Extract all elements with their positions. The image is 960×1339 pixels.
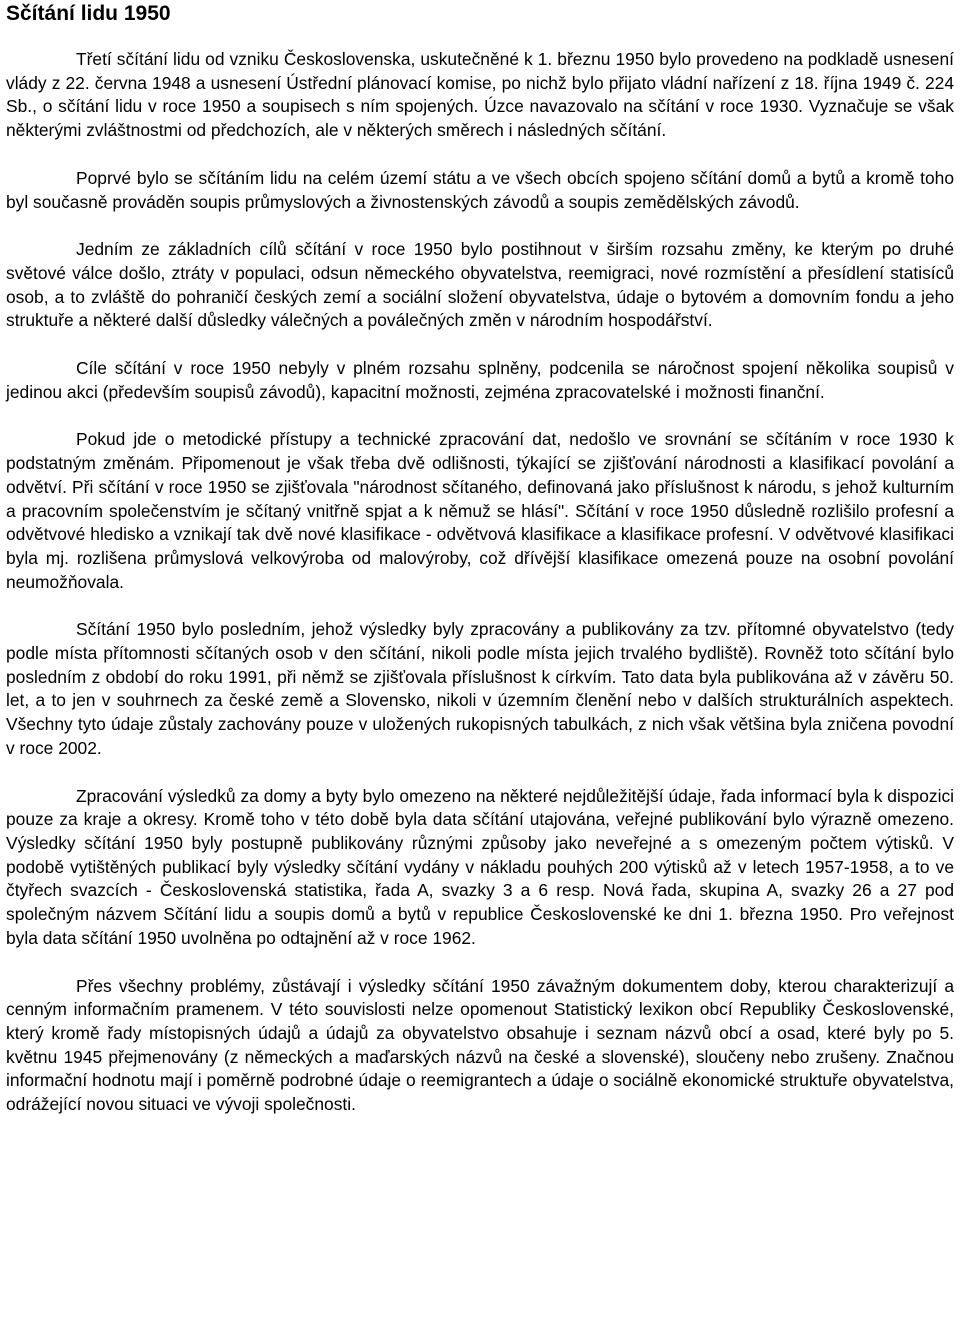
paragraph-methodology: Pokud jde o metodické přístupy a technické zpracování dat, nedošlo ve srovnání se sčítáním v roce 1930 k podstatným změnám. Připomenout je však třeba dvě odlišnosti, týkající se zjišťování národnosti a klasifikací povolání a odvětví. Při sčítání v roce 1950 se zjišťovala "národnost sčítaného, definovaná jako příslušnost k národu, s jehož kulturním a pracovním společenstvím je sčítaný vnitřně spjat a k němuž se hlásí". Sčítání v roce 1950 důsledně rozlišilo profesní a odvětvové hledisko a vznikají tak dvě nové klasifikace - odvětvová klasifikace a klasifikace profesní. V odvětvové klasifikaci byla mj. rozlišena průmyslová velkovýroba od malovýroby, což dřívější klasifikace omezená pouze na osobní povolání neumožňovala. — [6, 429, 954, 592]
paragraph-publication: Zpracování výsledků za domy a byty bylo omezeno na některé nejdůležitější údaje, řada informací byla k dispozici pouze za kraje a okresy. Kromě toho v této době byla data sčítání utajována, veřejné publikování bylo výrazně omezeno. Výsledky sčítání 1950 byly postupně publikovány různými způsoby jako neveřejné a s omezeným počtem výtisků. V podobě vytištěných publikací byly výsledky sčítání vydány v nákladu pouhých 200 výtisků až v letech 1957-1958, a to ve čtyřech svazcích - Československá statistika, řada A, svazky 3 a 6 resp. Nová řada, skupina A, svazky 26 a 27 pod společným názvem Sčítání lidu a soupis domů a bytů v republice Československé ke dni 1. března 1950. Pro veřejnost byla data sčítání 1950 uvolněna po odtajnění až v roce 1962. — [6, 785, 954, 948]
paragraph-scope: Poprvé bylo se sčítáním lidu na celém území státu a ve všech obcích spojeno sčítání domů a bytů a kromě toho byl současně prováděn soupis průmyslových a živnostenských závodů a soupis zemědělských závodů. — [6, 167, 954, 212]
page-title: Sčítání lidu 1950 — [6, 2, 171, 25]
paragraph-intro: Třetí sčítání lidu od vzniku Československa, uskutečněné k 1. březnu 1950 bylo provedeno na podkladě usnesení vlády z 22. června 1948 a usnesení Ústřední plánovací komise, po nichž bylo přijato vládní nařízení z 18. října 1949 č. 224 Sb., o sčítání lidu v roce 1950 a soupisech s ním spojených. Úzce navazovalo na sčítání v roce 1930. Vyznačuje se však některými zvláštnostmi od předchozích, ale v některých směrech i následných sčítání. — [6, 49, 954, 141]
paragraph-shortcomings: Cíle sčítání v roce 1950 nebyly v plném rozsahu splněny, podcenila se náročnost spojení několika soupisů v jedinou akci (především soupisů závodů), kapacitní možnosti, zejména zpracovatelské i možnosti finanční. — [6, 358, 954, 402]
paragraph-significance: Přes všechny problémy, zůstávají i výsledky sčítání 1950 závažným dokumentem doby, kterou charakterizují a cenným informačním pramenem. V této souvislosti nelze opomenout Statistický lexikon obcí Republiky Československé, který kromě řady místopisných údajů a údajů za obyvatelstvo obsahuje i seznam názvů obcí a osad, které byly po 5. květnu 1945 přejmenovány (z německých a maďarských názvů na české a slovenské), sloučeny nebo zrušeny. Značnou informační hodnotu mají i poměrně podrobné údaje o reemigrantech a údaje o sociálně ekonomické struktuře obyvatelstva, odrážející novou situaci ve vývoji společnosti. — [6, 975, 954, 1115]
paragraph-goals: Jedním ze základních cílů sčítání v roce 1950 bylo postihnout v širším rozsahu změny, ke kterým po druhé světové válce došlo, ztráty v populaci, odsun německého obyvatelstva, reemigraci, nové rozmístění a přesídlení statisíců osob, a to zvláště do pohraničí českých zemí a sociální složení obyvatelstva, údaje o bytovém a domovním fondu a jeho struktuře a některé další důsledky válečných a poválečných změn v národním hospodářství. — [6, 239, 954, 331]
paragraph-present-population: Sčítání 1950 bylo posledním, jehož výsledky byly zpracovány a publikovány za tzv. přítomné obyvatelstvo (tedy podle místa přítomnosti sčítaných osob v den sčítání, nikoli podle místa jejich trvalého bydliště). Rovněž toto sčítání bylo posledním z období do roku 1991, při němž se zjišťovala příslušnost k církvím. Tato data byla publikována až v závěru 50. let, a to jen v souhrnech za české země a Slovensko, nikoli v územním členění nebo v dalších strukturálních aspektech. Všechny tyto údaje zůstaly zachovány pouze v uložených rukopisných tabulkách, z nich však většina byla zničena povodní v roce 2002. — [6, 619, 954, 758]
